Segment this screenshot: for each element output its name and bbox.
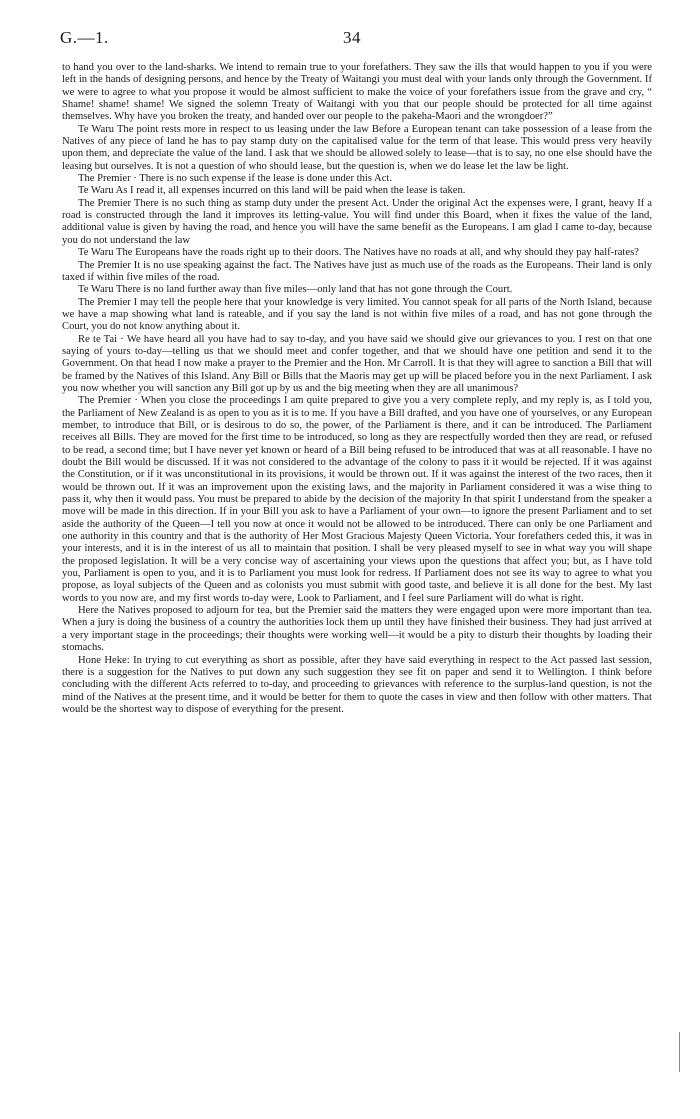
paragraph-premier-roads: The Premier It is no use speaking against the fact. The Natives have just as much use of the roads as the Europeans. Their land is only taxed if within five miles of the road.: [62, 259, 652, 283]
body-text: [62, 62, 652, 716]
paragraph-re-te-tai: Re te Tai · We have heard all you have had to say to-day, and you have said we should give our grievances to you. I rest on that one saying of yours to-day—telling us that we should meet and confer together, and that we should have one petition and send it to the Government. On that head I now make a prayer to the Premier and the Hon. Mr Carroll. It is that they will agree to sanction a Bill that will be framed by the Natives of this Island. Any Bill or Bills that the Maoris may get up will be placed before you in the next Parliament. I ask you now whether you will sanction any Bill got up by us and the big meeting when they are all unanimous?: [62, 333, 652, 394]
paragraph-te-waru-roads: Te Waru The Europeans have the roads right up to their doors. The Natives have no roads at all, and why should they pay half-rates?: [78, 247, 639, 259]
page-number: 34: [343, 28, 361, 47]
page-header: [60, 28, 660, 52]
paragraph-te-waru-expenses: Te Waru As I read it, all expenses incurred on this land will be paid when the lease is taken.: [78, 185, 466, 197]
paragraph-premier-knowledge: The Premier I may tell the people here that your knowledge is very limited. You cannot speak for all parts of the North Island, because we have a map showing what land is rateable, and if you say the land is not within five miles of a road, and has not gone through the Court, you do not know anything about it.: [62, 296, 652, 333]
margin-mark: [679, 1032, 680, 1072]
paragraph-continuation: to hand you over to the land-sharks. We intend to remain true to your forefathers. They saw the ills that would happen to you if you were left in the hands of designing persons, and hence by the Treaty of Waitangi you must deal with your lands only through the Government. If we were to agree to what you propose it would be almost sufficient to make the voice of your forefathers issue from the grave and cry, “ Shame! shame! shame! We signed the solemn Treaty of Waitangi with you that our people should be protected for all time against themselves. Why have you broken the treaty, and handed over our people to the pakeha-Maori and the wrongdoer?”: [62, 62, 652, 123]
document-reference: G.—1.: [60, 28, 109, 47]
paragraph-te-waru-lease: Te Waru The point rests more in respect to us leasing under the law Before a European tenant can take possession of a lease from the Natives of any piece of land he has to pay stamp duty on the capitalised value for the term of that lease. This would press very heavily upon them, and depreciate the value of the land. I ask that we should be allowed solely to lease—that is to say, no one else should have the leasing but ourselves. It is not a question of who should lease, but the question is, when we do lease let the law be light.: [62, 123, 652, 172]
paragraph-adjourn-tea: Here the Natives proposed to adjourn for tea, but the Premier said the matters they were engaged upon were more important than tea. When a jury is doing the business of a country the authorities lock them up until they have finished their business. They had just arrived at a very important stage in the proceedings; their thoughts were working well—it would be a pity to disturb their thoughts by loading their stomachs.: [62, 605, 652, 654]
paragraph-premier-stamp-duty: The Premier There is no such thing as stamp duty under the present Act. Under the original Act the expenses were, I grant, heavy If a road is constructed through the land it improves its letting-value. You will find under this Board, when it fixes the value of the land, additional value is given by having the road, and hence you will have the same benefit as the Europeans. I am glad I came to-day, because you do not understand the law: [62, 197, 652, 246]
paragraph-premier-expense: The Premier · There is no such expense if the lease is done under this Act.: [78, 173, 392, 185]
paragraph-hone-heke: Hone Heke: In trying to cut everything as short as possible, after they have said everything in respect to the Act passed last session, there is a suggestion for the Natives to put down any such suggestion they see fit on paper and send it to Wellington. I think before concluding with the different Acts referred to to-day, and proceeding to grievances with reference to the surplus-land question, is not the mind of the Natives at the present time, and it would be better for them to quote the cases in view and then follow with other matters. That would be the shortest way to dispose of everything for the present.: [62, 654, 652, 715]
paragraph-te-waru-five-miles: Te Waru There is no land further away than five miles—only land that has not gone through the Court.: [78, 284, 513, 296]
paragraph-premier-reply: The Premier · When you close the proceedings I am quite prepared to give you a very complete reply, and my reply is, as I told you, the Parliament of New Zealand is as open to you as it is to me. If you have a Bill drafted, and you have one of yourselves, or any European member, to introduce that Bill, or is desirous to do so, the power, of the Parliament is there, and it can be introduced. The Parliament receives all Bills. They are moved for the first time to be introduced, so long as they are respectfully worded then they are read, or refused to be read, a second time; but I have never yet known or heard of a Bill being refused to be introduced that was at all reasonable. I have no doubt the Bill would be discussed. If it was not considered to the advantage of the colony to pass it it would be rejected. If it was against the Constitution, or if it was unconstitutional in its provisions, it would be thrown out. If it was against the interest of the two races, then it would be thrown out. If it was an improvement upon the existing laws, and the majority in Parliament considered it was a wise thing to pass it, why then it would pass. You must be prepared to abide by the decision of the majority In that spirit I understand from the speaker a move will be made in this direction. If in your Bill you ask to have a Parliament of your own—to ignore the present Parliament and to set aside the authority of the Queen—I tell you now at once it would not be allowed to be introduced. There can only be one Parliament and one authority in this country and that is the authority of Her Most Gracious Majesty Queen Victoria. Your forefathers ceded this, it was in your interests, and it is in the interest of us all to maintain that position. I shall be very pleased myself to see in what way you will shape the proposed legislation. It will be a very concise way of ascertaining your views upon the questions that affect you; but, as I have told you, Parliament is open to you, and it is to Parliament you must look for redress. If Parliament does not see its way to agree to what you propose, as loyal subjects of the Queen and as colonists you must submit with good taste, and believe it is all done for the best. My last words to you now are, and my first words to-day were, Look to Parliament, and I feel sure Parliament will do what is right.: [62, 395, 652, 604]
